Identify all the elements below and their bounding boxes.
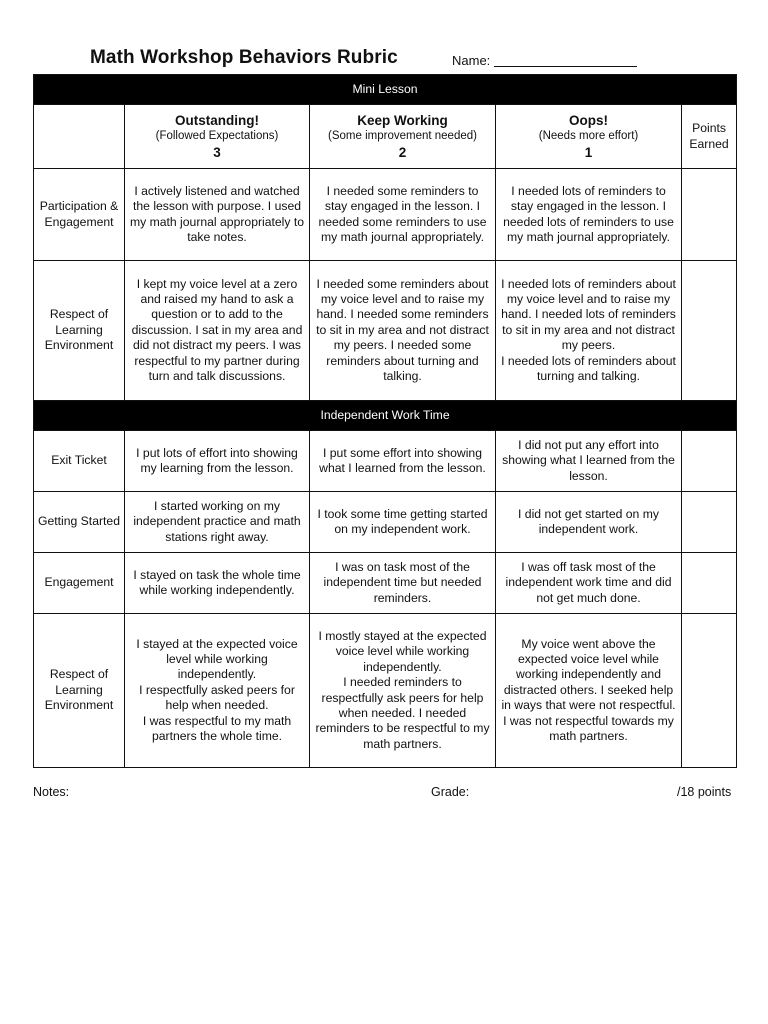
level-points: 1 [584, 145, 593, 160]
table-row [34, 614, 737, 768]
criteria-cell: I put lots of effort into showing my learning from the lesson. [125, 431, 310, 492]
table-row [34, 492, 737, 553]
section-header-row [34, 401, 737, 431]
level-header [310, 105, 496, 169]
grade-label: Grade: [431, 785, 470, 799]
criteria-cell: I kept my voice level at a zero and raised my hand to ask a question or to add to the discussion. I sat in my area and did not distract my peers. I was respectful to my partner during turn and talk discussions. [125, 261, 310, 401]
level-header [125, 105, 310, 169]
name-line [494, 66, 637, 67]
criteria-cell: I was on task most of the independent time but needed reminders. [310, 553, 496, 614]
section-header-row [34, 75, 737, 105]
level-points: 2 [398, 145, 407, 160]
criteria-cell: My voice went above the expected voice level while working independently and distracted others. I seeked help in ways that were not respectful. I was not respectful towards my math partners. [496, 614, 682, 768]
table-row [34, 261, 737, 401]
criteria-cell: I needed lots of reminders to stay engaged in the lesson. I needed lots of reminders to use my math journal appropriately. [496, 169, 682, 261]
criteria-cell: I was off task most of the independent work time and did not get much done. [496, 553, 682, 614]
name-label: Name: [452, 53, 491, 68]
points-earned-cell[interactable] [682, 431, 737, 492]
category-label: Exit Ticket [34, 431, 125, 492]
criteria-cell: I did not put any effort into showing what I learned from the lesson. [496, 431, 682, 492]
criteria-cell: I needed lots of reminders about my voice level and to raise my hand. I needed lots of reminders to sit in my area and not distract my peers. I needed lots of reminders about turning and talking. [496, 261, 682, 401]
points-earned-cell[interactable] [682, 169, 737, 261]
category-label: Engagement [34, 553, 125, 614]
level-name: Outstanding! [175, 113, 259, 128]
level-header [496, 105, 682, 169]
notes-label: Notes: [33, 785, 70, 799]
category-label: Getting Started [34, 492, 125, 553]
category-label: Respect of Learning Environment [34, 261, 125, 401]
points-earned-header: Points Earned [682, 105, 737, 169]
level-points: 3 [213, 145, 221, 160]
level-description: (Needs more effort) [538, 130, 639, 142]
table-row [34, 431, 737, 492]
page-title: Math Workshop Behaviors Rubric [90, 47, 398, 68]
criteria-cell: I put some effort into showing what I learned from the lesson. [310, 431, 496, 492]
blank-corner-cell [34, 105, 125, 169]
category-label: Respect of Learning Environment [34, 614, 125, 768]
table-row [34, 169, 737, 261]
level-description: (Followed Expectations) [155, 130, 279, 142]
table-row [34, 553, 737, 614]
category-label: Participation & Engagement [34, 169, 125, 261]
criteria-cell: I started working on my independent practice and math stations right away. [125, 492, 310, 553]
criteria-cell: I took some time getting started on my independent work. [310, 492, 496, 553]
criteria-cell: I did not get started on my independent work. [496, 492, 682, 553]
level-description: (Some improvement needed) [328, 130, 477, 142]
level-name: Oops! [569, 113, 608, 128]
points-earned-cell[interactable] [682, 261, 737, 401]
criteria-cell: I needed some reminders about my voice level and to raise my hand. I needed some reminders to sit in my area and not distract my peers. I needed some reminders about turning and talking. [310, 261, 496, 401]
points-earned-cell[interactable] [682, 614, 737, 768]
criteria-cell: I actively listened and watched the lesson with purpose. I used my math journal appropriately to take notes. [125, 169, 310, 261]
points-earned-cell[interactable] [682, 492, 737, 553]
criteria-cell: I mostly stayed at the expected voice level while working independently. I needed reminders to respectfully ask peers for help when needed. I needed reminders to be respectful to my math partners. [310, 614, 496, 768]
criteria-cell: I needed some reminders to stay engaged in the lesson. I needed some reminders to use my math journal appropriately. [310, 169, 496, 261]
criteria-cell: I stayed on task the whole time while working independently. [125, 553, 310, 614]
levels-header-row [34, 105, 737, 169]
section-title: Independent Work Time [34, 401, 737, 431]
rubric-table [33, 74, 737, 768]
section-title: Mini Lesson [34, 75, 737, 105]
total-points-label: /18 points [677, 785, 732, 799]
level-name: Keep Working [357, 113, 448, 128]
points-earned-cell[interactable] [682, 553, 737, 614]
criteria-cell: I stayed at the expected voice level while working independently. I respectfully asked peers for help when needed. I was respectful to my math partners the whole time. [125, 614, 310, 768]
